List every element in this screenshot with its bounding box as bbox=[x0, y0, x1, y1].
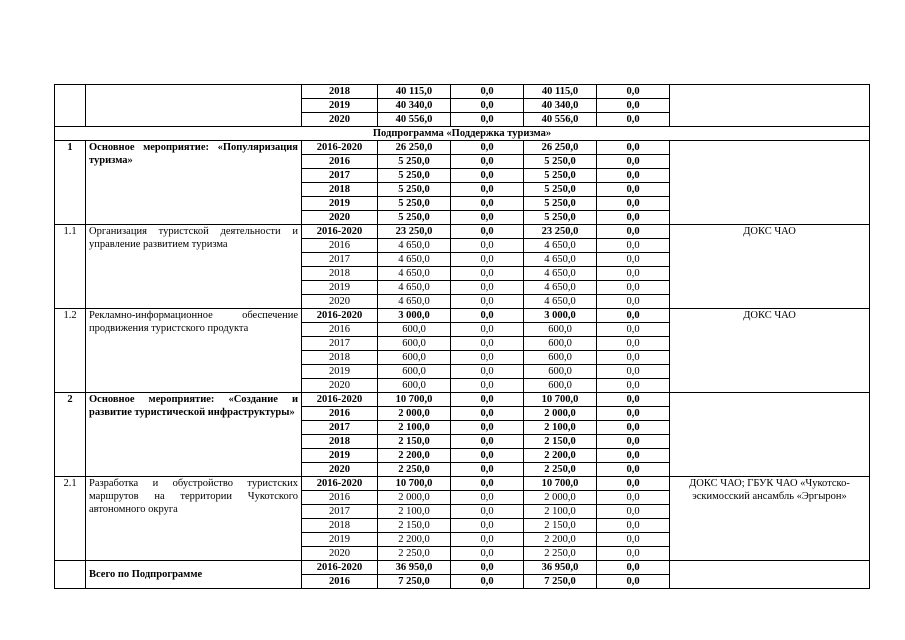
federal-budget-cell: 0,0 bbox=[451, 113, 524, 127]
total-cell: 4 650,0 bbox=[378, 281, 451, 295]
executor-cell: ДОКС ЧАО bbox=[670, 309, 870, 393]
federal-budget-cell: 0,0 bbox=[451, 281, 524, 295]
executor-cell bbox=[670, 85, 870, 127]
federal-budget-cell: 0,0 bbox=[451, 85, 524, 99]
okrug-budget-cell: 600,0 bbox=[524, 365, 597, 379]
year-cell: 2016-2020 bbox=[302, 141, 378, 155]
other-sources-cell: 0,0 bbox=[597, 505, 670, 519]
year-cell: 2016-2020 bbox=[302, 561, 378, 575]
total-cell: 600,0 bbox=[378, 351, 451, 365]
table-row bbox=[55, 393, 870, 407]
federal-budget-cell: 0,0 bbox=[451, 239, 524, 253]
year-cell: 2020 bbox=[302, 547, 378, 561]
other-sources-cell: 0,0 bbox=[597, 323, 670, 337]
total-cell: 2 000,0 bbox=[378, 407, 451, 421]
okrug-budget-cell: 2 000,0 bbox=[524, 491, 597, 505]
other-sources-cell: 0,0 bbox=[597, 407, 670, 421]
year-cell: 2019 bbox=[302, 365, 378, 379]
other-sources-cell: 0,0 bbox=[597, 575, 670, 589]
total-cell: 10 700,0 bbox=[378, 393, 451, 407]
other-sources-cell: 0,0 bbox=[597, 295, 670, 309]
year-cell: 2020 bbox=[302, 463, 378, 477]
budget-table bbox=[54, 84, 870, 589]
federal-budget-cell: 0,0 bbox=[451, 393, 524, 407]
year-cell: 2016 bbox=[302, 323, 378, 337]
total-cell: 4 650,0 bbox=[378, 239, 451, 253]
total-cell: 4 650,0 bbox=[378, 267, 451, 281]
federal-budget-cell: 0,0 bbox=[451, 561, 524, 575]
year-cell: 2018 bbox=[302, 435, 378, 449]
okrug-budget-cell: 600,0 bbox=[524, 337, 597, 351]
total-cell: 10 700,0 bbox=[378, 477, 451, 491]
federal-budget-cell: 0,0 bbox=[451, 309, 524, 323]
year-cell: 2017 bbox=[302, 253, 378, 267]
total-label-cell: Всего по Подпрограмме bbox=[86, 561, 302, 589]
total-cell: 5 250,0 bbox=[378, 183, 451, 197]
okrug-budget-cell: 4 650,0 bbox=[524, 295, 597, 309]
total-cell: 7 250,0 bbox=[378, 575, 451, 589]
okrug-budget-cell: 4 650,0 bbox=[524, 281, 597, 295]
total-cell: 23 250,0 bbox=[378, 225, 451, 239]
other-sources-cell: 0,0 bbox=[597, 225, 670, 239]
total-cell: 5 250,0 bbox=[378, 197, 451, 211]
other-sources-cell: 0,0 bbox=[597, 519, 670, 533]
activity-name-cell: Рекламно-информационное обеспечение продвижения туристского продукта bbox=[86, 309, 302, 393]
other-sources-cell: 0,0 bbox=[597, 99, 670, 113]
other-sources-cell: 0,0 bbox=[597, 113, 670, 127]
subprogram-title: Подпрограмма «Поддержка туризма» bbox=[55, 127, 870, 141]
row-number-cell: 2.1 bbox=[55, 477, 86, 561]
okrug-budget-cell: 10 700,0 bbox=[524, 477, 597, 491]
other-sources-cell: 0,0 bbox=[597, 141, 670, 155]
table-row bbox=[55, 225, 870, 239]
other-sources-cell: 0,0 bbox=[597, 197, 670, 211]
year-cell: 2016 bbox=[302, 239, 378, 253]
activity-name-cell: Основное мероприятие: «Популяризация туризма» bbox=[86, 141, 302, 225]
executor-cell bbox=[670, 393, 870, 477]
federal-budget-cell: 0,0 bbox=[451, 449, 524, 463]
okrug-budget-cell: 26 250,0 bbox=[524, 141, 597, 155]
federal-budget-cell: 0,0 bbox=[451, 225, 524, 239]
okrug-budget-cell: 7 250,0 bbox=[524, 575, 597, 589]
federal-budget-cell: 0,0 bbox=[451, 491, 524, 505]
executor-cell: ДОКС ЧАО; ГБУК ЧАО «Чукотско-эскимосский ансамбль «Эргырон» bbox=[670, 477, 870, 561]
okrug-budget-cell: 5 250,0 bbox=[524, 183, 597, 197]
activity-name-cell: Основное мероприятие: «Создание и развитие туристической инфраструктуры» bbox=[86, 393, 302, 477]
year-cell: 2017 bbox=[302, 505, 378, 519]
okrug-budget-cell: 2 250,0 bbox=[524, 547, 597, 561]
okrug-budget-cell: 2 200,0 bbox=[524, 533, 597, 547]
row-number-cell: 1.2 bbox=[55, 309, 86, 393]
okrug-budget-cell: 10 700,0 bbox=[524, 393, 597, 407]
total-cell: 2 150,0 bbox=[378, 435, 451, 449]
federal-budget-cell: 0,0 bbox=[451, 533, 524, 547]
total-cell: 36 950,0 bbox=[378, 561, 451, 575]
okrug-budget-cell: 2 200,0 bbox=[524, 449, 597, 463]
okrug-budget-cell: 2 250,0 bbox=[524, 463, 597, 477]
year-cell: 2020 bbox=[302, 295, 378, 309]
year-cell: 2016-2020 bbox=[302, 393, 378, 407]
year-cell: 2017 bbox=[302, 337, 378, 351]
year-cell: 2016 bbox=[302, 491, 378, 505]
year-cell: 2019 bbox=[302, 197, 378, 211]
total-cell: 600,0 bbox=[378, 337, 451, 351]
federal-budget-cell: 0,0 bbox=[451, 155, 524, 169]
other-sources-cell: 0,0 bbox=[597, 533, 670, 547]
row-number-cell bbox=[55, 561, 86, 589]
federal-budget-cell: 0,0 bbox=[451, 267, 524, 281]
other-sources-cell: 0,0 bbox=[597, 561, 670, 575]
total-cell: 2 000,0 bbox=[378, 491, 451, 505]
year-cell: 2017 bbox=[302, 169, 378, 183]
federal-budget-cell: 0,0 bbox=[451, 169, 524, 183]
other-sources-cell: 0,0 bbox=[597, 393, 670, 407]
year-cell: 2016-2020 bbox=[302, 477, 378, 491]
row-number-cell bbox=[55, 85, 86, 127]
okrug-budget-cell: 2 100,0 bbox=[524, 421, 597, 435]
other-sources-cell: 0,0 bbox=[597, 155, 670, 169]
year-cell: 2016 bbox=[302, 407, 378, 421]
okrug-budget-cell: 23 250,0 bbox=[524, 225, 597, 239]
total-cell: 5 250,0 bbox=[378, 155, 451, 169]
federal-budget-cell: 0,0 bbox=[451, 435, 524, 449]
subprogram-title-row bbox=[55, 127, 870, 141]
row-number-cell: 1 bbox=[55, 141, 86, 225]
total-cell: 2 100,0 bbox=[378, 421, 451, 435]
year-cell: 2020 bbox=[302, 211, 378, 225]
okrug-budget-cell: 5 250,0 bbox=[524, 197, 597, 211]
okrug-budget-cell: 600,0 bbox=[524, 323, 597, 337]
year-cell: 2018 bbox=[302, 85, 378, 99]
total-cell: 5 250,0 bbox=[378, 169, 451, 183]
total-cell: 4 650,0 bbox=[378, 253, 451, 267]
federal-budget-cell: 0,0 bbox=[451, 407, 524, 421]
other-sources-cell: 0,0 bbox=[597, 267, 670, 281]
okrug-budget-cell: 5 250,0 bbox=[524, 155, 597, 169]
year-cell: 2019 bbox=[302, 449, 378, 463]
federal-budget-cell: 0,0 bbox=[451, 295, 524, 309]
okrug-budget-cell: 5 250,0 bbox=[524, 169, 597, 183]
other-sources-cell: 0,0 bbox=[597, 477, 670, 491]
year-cell: 2019 bbox=[302, 281, 378, 295]
table-row bbox=[55, 141, 870, 155]
okrug-budget-cell: 3 000,0 bbox=[524, 309, 597, 323]
okrug-budget-cell: 40 340,0 bbox=[524, 99, 597, 113]
other-sources-cell: 0,0 bbox=[597, 309, 670, 323]
total-cell: 3 000,0 bbox=[378, 309, 451, 323]
federal-budget-cell: 0,0 bbox=[451, 323, 524, 337]
other-sources-cell: 0,0 bbox=[597, 547, 670, 561]
federal-budget-cell: 0,0 bbox=[451, 183, 524, 197]
total-cell: 40 115,0 bbox=[378, 85, 451, 99]
year-cell: 2020 bbox=[302, 379, 378, 393]
federal-budget-cell: 0,0 bbox=[451, 463, 524, 477]
total-cell: 600,0 bbox=[378, 365, 451, 379]
year-cell: 2018 bbox=[302, 267, 378, 281]
other-sources-cell: 0,0 bbox=[597, 435, 670, 449]
year-cell: 2016 bbox=[302, 575, 378, 589]
okrug-budget-cell: 4 650,0 bbox=[524, 253, 597, 267]
okrug-budget-cell: 2 150,0 bbox=[524, 519, 597, 533]
other-sources-cell: 0,0 bbox=[597, 211, 670, 225]
table-row bbox=[55, 309, 870, 323]
other-sources-cell: 0,0 bbox=[597, 379, 670, 393]
okrug-budget-cell: 40 115,0 bbox=[524, 85, 597, 99]
year-cell: 2019 bbox=[302, 533, 378, 547]
total-row bbox=[55, 561, 870, 575]
total-cell: 2 200,0 bbox=[378, 449, 451, 463]
okrug-budget-cell: 4 650,0 bbox=[524, 239, 597, 253]
okrug-budget-cell: 5 250,0 bbox=[524, 211, 597, 225]
executor-cell bbox=[670, 561, 870, 589]
year-cell: 2017 bbox=[302, 421, 378, 435]
activity-name-cell: Организация туристской деятельности и управление развитием туризма bbox=[86, 225, 302, 309]
federal-budget-cell: 0,0 bbox=[451, 337, 524, 351]
okrug-budget-cell: 600,0 bbox=[524, 379, 597, 393]
other-sources-cell: 0,0 bbox=[597, 183, 670, 197]
other-sources-cell: 0,0 bbox=[597, 421, 670, 435]
other-sources-cell: 0,0 bbox=[597, 351, 670, 365]
okrug-budget-cell: 4 650,0 bbox=[524, 267, 597, 281]
total-cell: 2 250,0 bbox=[378, 463, 451, 477]
okrug-budget-cell: 2 150,0 bbox=[524, 435, 597, 449]
total-cell: 2 200,0 bbox=[378, 533, 451, 547]
federal-budget-cell: 0,0 bbox=[451, 575, 524, 589]
total-cell: 600,0 bbox=[378, 323, 451, 337]
year-cell: 2016-2020 bbox=[302, 225, 378, 239]
year-cell: 2018 bbox=[302, 351, 378, 365]
year-cell: 2018 bbox=[302, 519, 378, 533]
other-sources-cell: 0,0 bbox=[597, 239, 670, 253]
other-sources-cell: 0,0 bbox=[597, 85, 670, 99]
federal-budget-cell: 0,0 bbox=[451, 351, 524, 365]
other-sources-cell: 0,0 bbox=[597, 281, 670, 295]
total-cell: 5 250,0 bbox=[378, 211, 451, 225]
federal-budget-cell: 0,0 bbox=[451, 365, 524, 379]
year-cell: 2016-2020 bbox=[302, 309, 378, 323]
federal-budget-cell: 0,0 bbox=[451, 421, 524, 435]
other-sources-cell: 0,0 bbox=[597, 365, 670, 379]
federal-budget-cell: 0,0 bbox=[451, 253, 524, 267]
activity-name-cell: Разработка и обустройство туристских маршрутов на территории Чукотского автономного округа bbox=[86, 477, 302, 561]
table-row bbox=[55, 477, 870, 491]
activity-name-cell bbox=[86, 85, 302, 127]
year-cell: 2020 bbox=[302, 113, 378, 127]
total-cell: 40 556,0 bbox=[378, 113, 451, 127]
year-cell: 2019 bbox=[302, 99, 378, 113]
okrug-budget-cell: 2 100,0 bbox=[524, 505, 597, 519]
table-row bbox=[55, 85, 870, 99]
federal-budget-cell: 0,0 bbox=[451, 547, 524, 561]
row-number-cell: 1.1 bbox=[55, 225, 86, 309]
total-cell: 2 250,0 bbox=[378, 547, 451, 561]
other-sources-cell: 0,0 bbox=[597, 491, 670, 505]
executor-cell: ДОКС ЧАО bbox=[670, 225, 870, 309]
total-cell: 2 100,0 bbox=[378, 505, 451, 519]
federal-budget-cell: 0,0 bbox=[451, 99, 524, 113]
federal-budget-cell: 0,0 bbox=[451, 477, 524, 491]
year-cell: 2016 bbox=[302, 155, 378, 169]
total-cell: 40 340,0 bbox=[378, 99, 451, 113]
other-sources-cell: 0,0 bbox=[597, 253, 670, 267]
other-sources-cell: 0,0 bbox=[597, 337, 670, 351]
total-cell: 2 150,0 bbox=[378, 519, 451, 533]
federal-budget-cell: 0,0 bbox=[451, 519, 524, 533]
year-cell: 2018 bbox=[302, 183, 378, 197]
federal-budget-cell: 0,0 bbox=[451, 211, 524, 225]
okrug-budget-cell: 36 950,0 bbox=[524, 561, 597, 575]
other-sources-cell: 0,0 bbox=[597, 169, 670, 183]
total-cell: 26 250,0 bbox=[378, 141, 451, 155]
federal-budget-cell: 0,0 bbox=[451, 141, 524, 155]
federal-budget-cell: 0,0 bbox=[451, 197, 524, 211]
executor-cell bbox=[670, 141, 870, 225]
total-cell: 4 650,0 bbox=[378, 295, 451, 309]
total-cell: 600,0 bbox=[378, 379, 451, 393]
okrug-budget-cell: 2 000,0 bbox=[524, 407, 597, 421]
federal-budget-cell: 0,0 bbox=[451, 505, 524, 519]
federal-budget-cell: 0,0 bbox=[451, 379, 524, 393]
other-sources-cell: 0,0 bbox=[597, 449, 670, 463]
other-sources-cell: 0,0 bbox=[597, 463, 670, 477]
okrug-budget-cell: 40 556,0 bbox=[524, 113, 597, 127]
okrug-budget-cell: 600,0 bbox=[524, 351, 597, 365]
row-number-cell: 2 bbox=[55, 393, 86, 477]
